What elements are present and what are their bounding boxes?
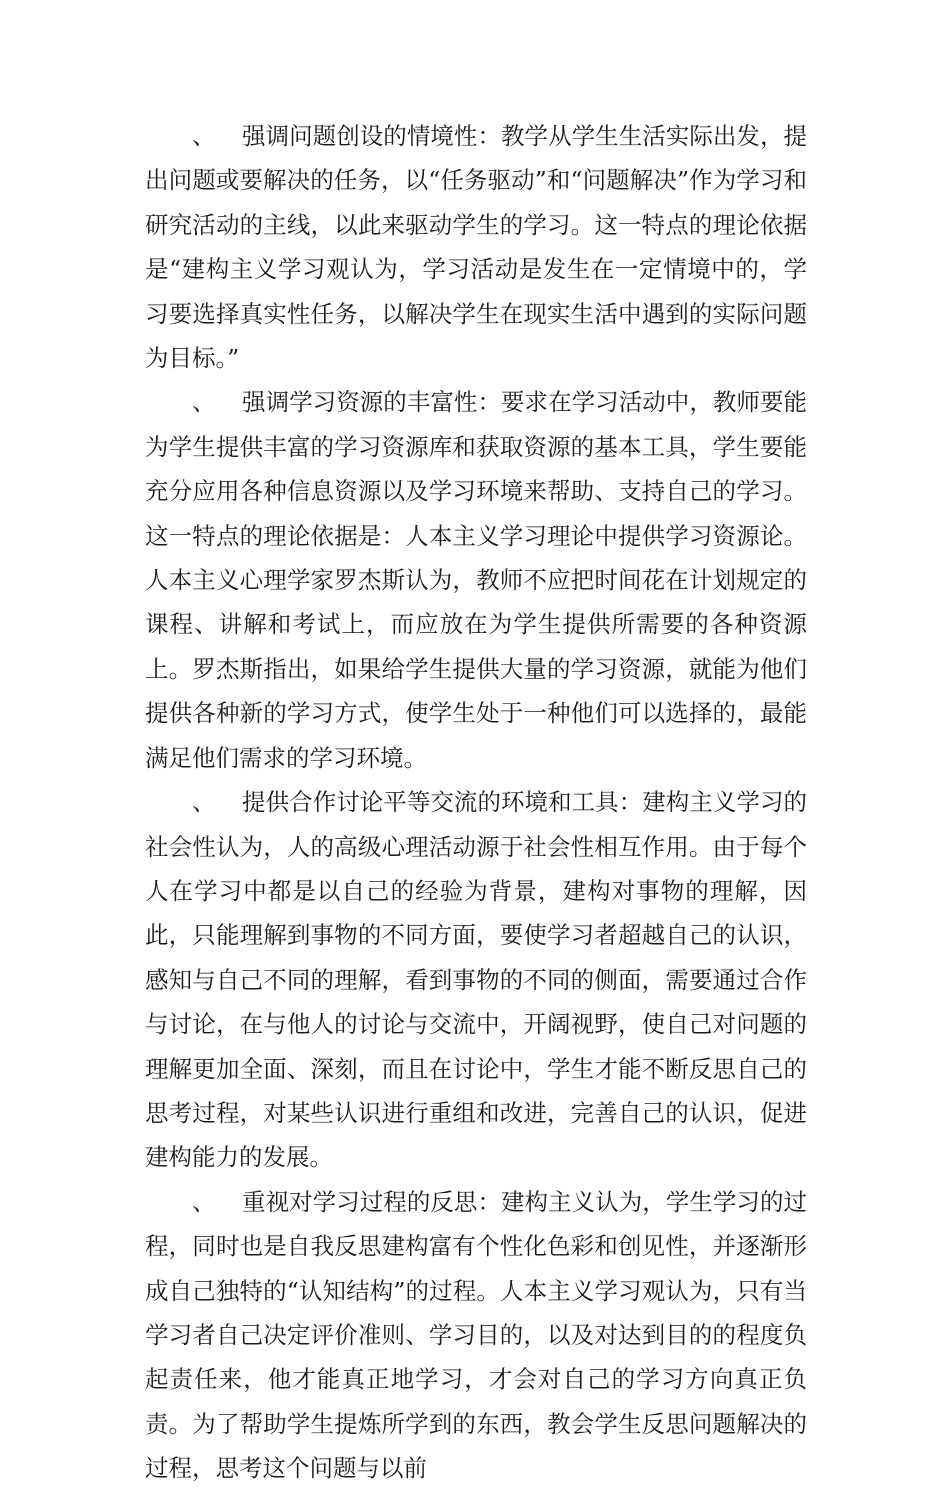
list-marker: 、 (192, 1187, 216, 1216)
paragraph-cooperative-discussion (145, 780, 807, 1180)
paragraph-learning-resources (145, 380, 807, 780)
list-marker: 、 (192, 788, 216, 817)
list-marker: 、 (192, 122, 216, 150)
paragraph-problem-situation (145, 114, 807, 380)
paragraph-text: 重视对学习过程的反思：建构主义认为，学生学习的过程，同时也是自我反思建构富有个性化色彩和创见性，并逐渐形成自己独特的“认知结构”的过程。人本主义学习观认为，只有当学习者自己决定评价准则、学习目的，以及对达到目的的程度负起责任来，他才能真正地学习，才会对自己的学习方向真正负责。为了帮助学生提炼所学到的东西，教会学生反思问题解决的过程，思考这个问题与以前 (145, 1187, 807, 1483)
paragraph-text: 强调学习资源的丰富性：要求在学习活动中，教师要能为学生提供丰富的学习资源库和获取资源的基本工具，学生要能充分应用各种信息资源以及学习环境来帮助、支持自己的学习。这一特点的理论依据是：人本主义学习理论中提供学习资源论。人本主义心理学家罗杰斯认为，教师不应把时间花在计划规定的课程、讲解和考试上，而应放在为学生提供所需要的各种资源上。罗杰斯指出，如果给学生提供大量的学习资源，就能为他们提供各种新的学习方式，使学生处于一种他们可以选择的，最能满足他们需求的学习环境。 (145, 388, 807, 772)
paragraph-text: 提供合作讨论平等交流的环境和工具：建构主义学习的社会性认为，人的高级心理活动源于社会性相互作用。由于每个人在学习中都是以自己的经验为背景，建构对事物的理解，因此，只能理解到事物的不同方面，要使学习者超越自己的认识，感知与自己不同的理解，看到事物的不同的侧面，需要通过合作与讨论，在与他人的讨论与交流中，开阔视野，使自己对问题的理解更加全面、深刻，而且在讨论中，学生才能不断反思自己的思考过程，对某些认识进行重组和改进，完善自己的认识，促进建构能力的发展。 (145, 788, 807, 1172)
document-body (145, 114, 807, 1491)
paragraph-text: 强调问题创设的情境性：教学从学生生活实际出发，提出问题或要解决的任务，以“任务驱动”和“问题解决”作为学习和研究活动的主线，以此来驱动学生的学习。这一特点的理论依据是“建构主义学习观认为，学习活动是发生在一定情境中的，学习要选择真实性任务，以解决学生在现实生活中遇到的实际问题为目标。” (145, 122, 807, 373)
paragraph-learning-reflection (145, 1180, 807, 1491)
list-marker: 、 (192, 388, 216, 417)
